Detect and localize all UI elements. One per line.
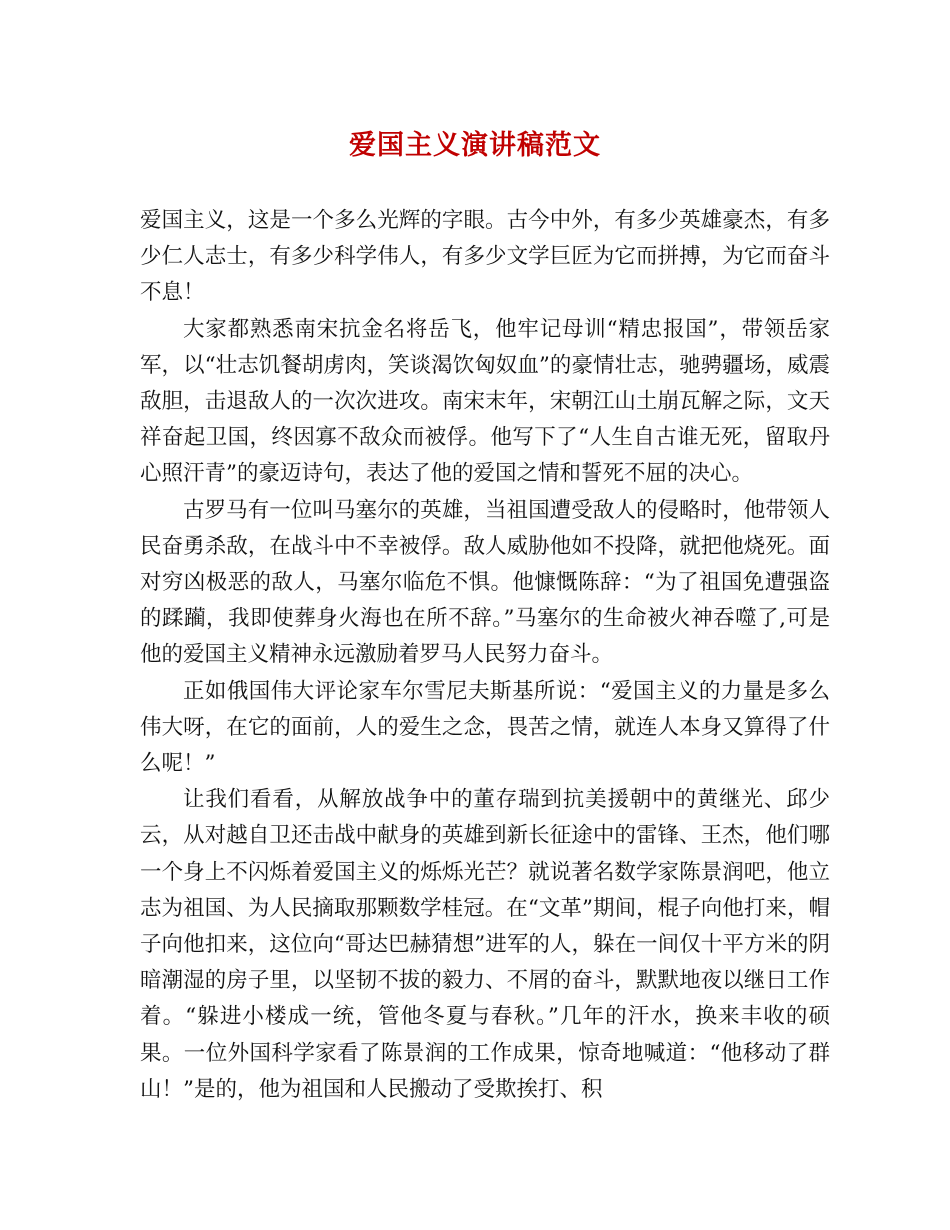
document-body bbox=[140, 203, 830, 1108]
document-title: 爱国主义演讲稿范文 bbox=[349, 130, 601, 161]
paragraph-quote: 正如俄国伟大评论家车尔雪尼夫斯基所说：“爱国主义的力量是多么伟大呀，在它的面前，人的爱生之念，畏苦之情，就连人本身又算得了什么呢！” bbox=[140, 678, 830, 777]
paragraph-yue-fei: 大家都熟悉南宋抗金名将岳飞，他牢记母训“精忠报国”，带领岳家军，以“壮志饥餐胡虏肉，笑谈渴饮匈奴血”的豪情壮志，驰骋疆场，威震敌胆，击退敌人的一次次进攻。南宋末年，宋朝江山土崩瓦解之际，文天祥奋起卫国，终因寡不敌众而被俘。他写下了“人生自古谁无死，留取丹心照汗青”的豪迈诗句，表达了他的爱国之情和誓死不屈的决心。 bbox=[140, 316, 830, 487]
paragraph-intro: 爱国主义，这是一个多么光辉的字眼。古今中外，有多少英雄豪杰，有多少仁人志士，有多少科学伟人，有多少文学巨匠为它而拼搏，为它而奋斗不息！ bbox=[140, 208, 830, 306]
paragraph-marcel: 古罗马有一位叫马塞尔的英雄，当祖国遭受敌人的侵略时，他带领人民奋勇杀敌，在战斗中不幸被俘。敌人威胁他如不投降，就把他烧死。面对穷凶极恶的敌人，马塞尔临危不惧。他慷慨陈辞：“为了祖国免遭强盗的蹂躏，我即使葬身火海也在所不辞。”马塞尔的生命被火神吞噬了,可是他的爱国主义精神永远激励着罗马人民努力奋斗。 bbox=[140, 497, 830, 668]
paragraph-heroes: 让我们看看，从解放战争中的董存瑞到抗美援朝中的黄继光、邱少云，从对越自卫还击战中献身的英雄到新长征途中的雷锋、王杰，他们哪一个身上不闪烁着爱国主义的烁烁光芒？就说著名数学家陈景润吧，他立志为祖国、为人民摘取那颗数学桂冠。在“文革”期间，棍子向他打来，帽子向他扣来，这位向“哥达巴赫猜想”进军的人，躲在一间仅十平方米的阴暗潮湿的房子里，以坚韧不拔的毅力、不屑的奋斗，默默地夜以继日工作着。“躲进小楼成一统，管他冬夏与春秋。”几年的汗水，换来丰收的硕果。一位外国科学家看了陈景润的工作成果，惊奇地喊道：“他移动了群山！”是的，他为祖国和人民搬动了受欺挨打、积 bbox=[140, 787, 830, 1102]
